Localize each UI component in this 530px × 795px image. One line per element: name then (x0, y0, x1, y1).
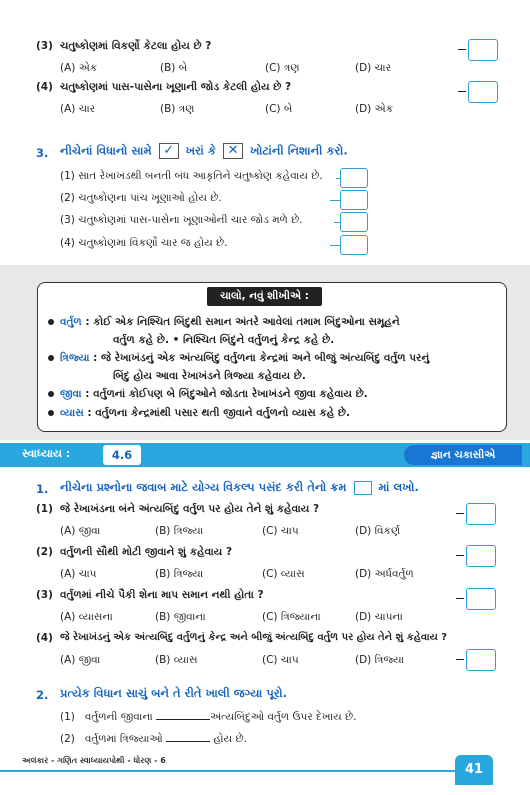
statement-2: (2) ચતુષ્કોણના પાંચ ખૂણાઓ હોય છે. (60, 192, 222, 204)
question-number: (4) (36, 81, 53, 93)
statement-suffix: હોય છે. (213, 733, 247, 745)
bullet-icon (48, 355, 54, 361)
bullet-icon (48, 410, 54, 416)
question-number: (3) (36, 589, 53, 601)
footer-divider (0, 770, 460, 772)
option-b: (B) વ્યાસ (155, 654, 198, 666)
answer-box[interactable] (466, 649, 496, 671)
question-text: જે રેખાખંડનું એક અંત્યબિંદુ વર્તુળનું કેન્દ્ર અને બીજું અંત્યબિંદુ વર્તુળ પર હોય તેને શું કહેવાય ? (60, 632, 448, 643)
option-d: (D) એક (355, 103, 394, 115)
option-c: (C) ત્રણ (265, 62, 300, 74)
question-text: ચતુષ્કોણમાં વિકર્ણો કેટલા હોય છે ? (60, 40, 212, 52)
option-d: (D) ચાપના (355, 611, 403, 623)
definition-line: : જે રેખાખંડનું એક અંત્યબિંદુ વર્તુળના કેન્દ્રમાં અને બીજું અંત્યબિંદુ વર્તુળ પરનું (89, 352, 430, 364)
question-text: વર્તુળની સૌથી મોટી જીવાને શું કહેવાય ? (60, 546, 233, 558)
statement-prefix: વર્તુળની જીવાના (84, 711, 153, 723)
question-number: (2) (36, 546, 53, 558)
definition-line: : કોઈ એક નિશ્ચિત બિંદુથી સમાન અંતરે આવેલાં તમામ બિંદુઓના સમૂહને (81, 316, 400, 328)
answer-dash (456, 659, 464, 660)
question-text: વર્તુળમાં નીચે પૈકી શેના માપ સમાન નથી હોતા ? (60, 589, 264, 601)
tf-answer-box[interactable] (340, 168, 368, 188)
blank-statement-2 (60, 733, 247, 746)
section-number: 3. (36, 146, 49, 160)
blank-field[interactable] (156, 719, 210, 720)
option-a: (A) જીવા (60, 654, 101, 666)
item-number: (2) (60, 733, 75, 745)
bullet-icon (48, 319, 54, 325)
statement-prefix: વર્તુળમાં ત્રિજ્યાઓ (84, 733, 163, 745)
definition-line-2: વર્તુળ કહે છે. • નિશ્ચિત બિંદુને વર્તુળનું કેન્દ્ર કહે છે. (113, 334, 335, 346)
option-b: (B) ત્રિજ્યા (155, 568, 204, 580)
term: ત્રિજ્યા (60, 352, 90, 364)
title-part-1: નીચેનાં વિધાનો સામે (60, 143, 152, 158)
option-c: (C) ચાપ (262, 654, 299, 666)
section-title: પ્રત્યેક વિધાન સાચું બને તે રીતે ખાલી જગ્યા પૂરો. (60, 686, 288, 700)
exercise-number: 4.6 (103, 445, 141, 465)
option-a: (A) ચાર (60, 103, 96, 115)
statement-1: (1) સાત રેખાખંડથી બનતી બંધ આકૃતિને ચતુષ્કોણ કહેવાય છે. (60, 170, 323, 182)
option-a: (A) ચાપ (60, 568, 97, 580)
statement-4: (4) ચતુષ્કોણમાં વિકર્ણો ચાર જ હોય છે. (60, 237, 228, 249)
option-c: (C) ચાપ (262, 525, 299, 537)
answer-box[interactable] (466, 588, 496, 610)
option-d: (D) ચાર (355, 62, 392, 74)
answer-box[interactable] (466, 545, 496, 567)
statement-suffix: અંત્યબિંદુઓ વર્તુળ ઉપર દેખાય છે. (210, 711, 357, 723)
option-a: (A) એક (60, 62, 98, 74)
definition-line: : વર્તુળના કેન્દ્રમાંથી પસાર થતી જીવાને વર્તુળનો વ્યાસ કહે છે. (83, 407, 351, 419)
option-c: (C) વ્યાસ (262, 568, 305, 580)
option-d: (D) ત્રિજ્યા (355, 654, 405, 666)
term: વ્યાસ (60, 407, 84, 419)
option-c: (C) બે (265, 103, 293, 115)
option-b: (B) બે (160, 62, 188, 74)
answer-box[interactable] (468, 39, 498, 61)
check-mark-icon: ✓ (159, 143, 179, 159)
option-b: (B) જીવાના (155, 611, 206, 623)
section-number: 1. (36, 482, 49, 496)
term: વર્તુળ (60, 316, 82, 328)
question-number: (4) (36, 632, 53, 644)
question-number: (1) (36, 503, 53, 515)
bullet-icon (48, 391, 54, 397)
answer-dash (456, 555, 464, 556)
title-part-2: માં લખો. (378, 480, 419, 494)
exercise-label: સ્વાધ્યાય : (22, 447, 71, 460)
tf-answer-box[interactable] (340, 190, 368, 210)
answer-dash (456, 513, 464, 514)
page-number: 41 (455, 755, 493, 785)
definition-line-2: બિંદુ હોય આવા રેખાખંડને ત્રિજ્યા કહેવાય છે. (113, 370, 306, 382)
blank-statement-1 (60, 711, 357, 724)
title-part-3: ખોટાંની નિશાની કરો. (250, 143, 348, 158)
definition-line: : વર્તુળનાં કોઈપણ બે બિંદુઓને જોડતા રેખાખંડને જીવા કહેવાય છે. (81, 388, 368, 400)
answer-dash (458, 49, 466, 50)
item-number: (1) (60, 711, 75, 723)
answer-dash (458, 91, 466, 92)
option-b: (B) ત્રિજ્યા (155, 525, 204, 537)
knowledge-check-label: જ્ઞાન ચકાસીએ (404, 445, 522, 465)
option-a: (A) વ્યાસના (60, 611, 113, 623)
footer-book-title: અલંકાર - ગણિત સ્વાધ્યાયપોથી - ધોરણ - 6 (22, 756, 166, 765)
cross-mark-icon: ✕ (223, 143, 243, 159)
option-d: (D) અર્ધવર્તુળ (355, 568, 414, 580)
inline-answer-box-icon (354, 481, 372, 495)
title-part-2: ખરાં કે (185, 143, 216, 158)
title-part-1: નીચેના પ્રશ્નોના જવાબ માટે યોગ્ય વિકલ્પ પસંદ કરી તેનો ક્રમ (60, 480, 347, 494)
learn-title: ચાલો, નવું શીખીએ : (207, 287, 322, 306)
option-b: (B) ત્રણ (160, 103, 195, 115)
answer-box[interactable] (468, 81, 498, 103)
blank-field[interactable] (166, 741, 210, 742)
statement-3: (3) ચતુષ્કોણમાં પાસ-પાસેના ખૂણાઓની ચાર જોડ મળે છે. (60, 214, 303, 226)
answer-dash (456, 598, 464, 599)
option-a: (A) જીવા (60, 525, 101, 537)
question-text: જે રેખાખંડના બંને અંત્યબિંદુ વર્તુળ પર હોય તેને શું કહેવાય ? (60, 503, 320, 515)
section-title (60, 480, 419, 495)
term: જીવા (60, 388, 82, 400)
question-text: ચતુષ્કોણમાં પાસ-પાસેના ખૂણાની જોડ કેટલી હોય છે ? (60, 81, 292, 93)
section-title (60, 143, 348, 159)
tf-answer-box[interactable] (340, 235, 368, 255)
section-number: 2. (36, 688, 49, 702)
answer-box[interactable] (466, 503, 496, 525)
tf-answer-box[interactable] (340, 212, 368, 232)
question-number: (3) (36, 40, 53, 52)
option-d: (D) વિકર્ણ (355, 525, 401, 537)
option-c: (C) ત્રિજ્યાના (262, 611, 321, 623)
